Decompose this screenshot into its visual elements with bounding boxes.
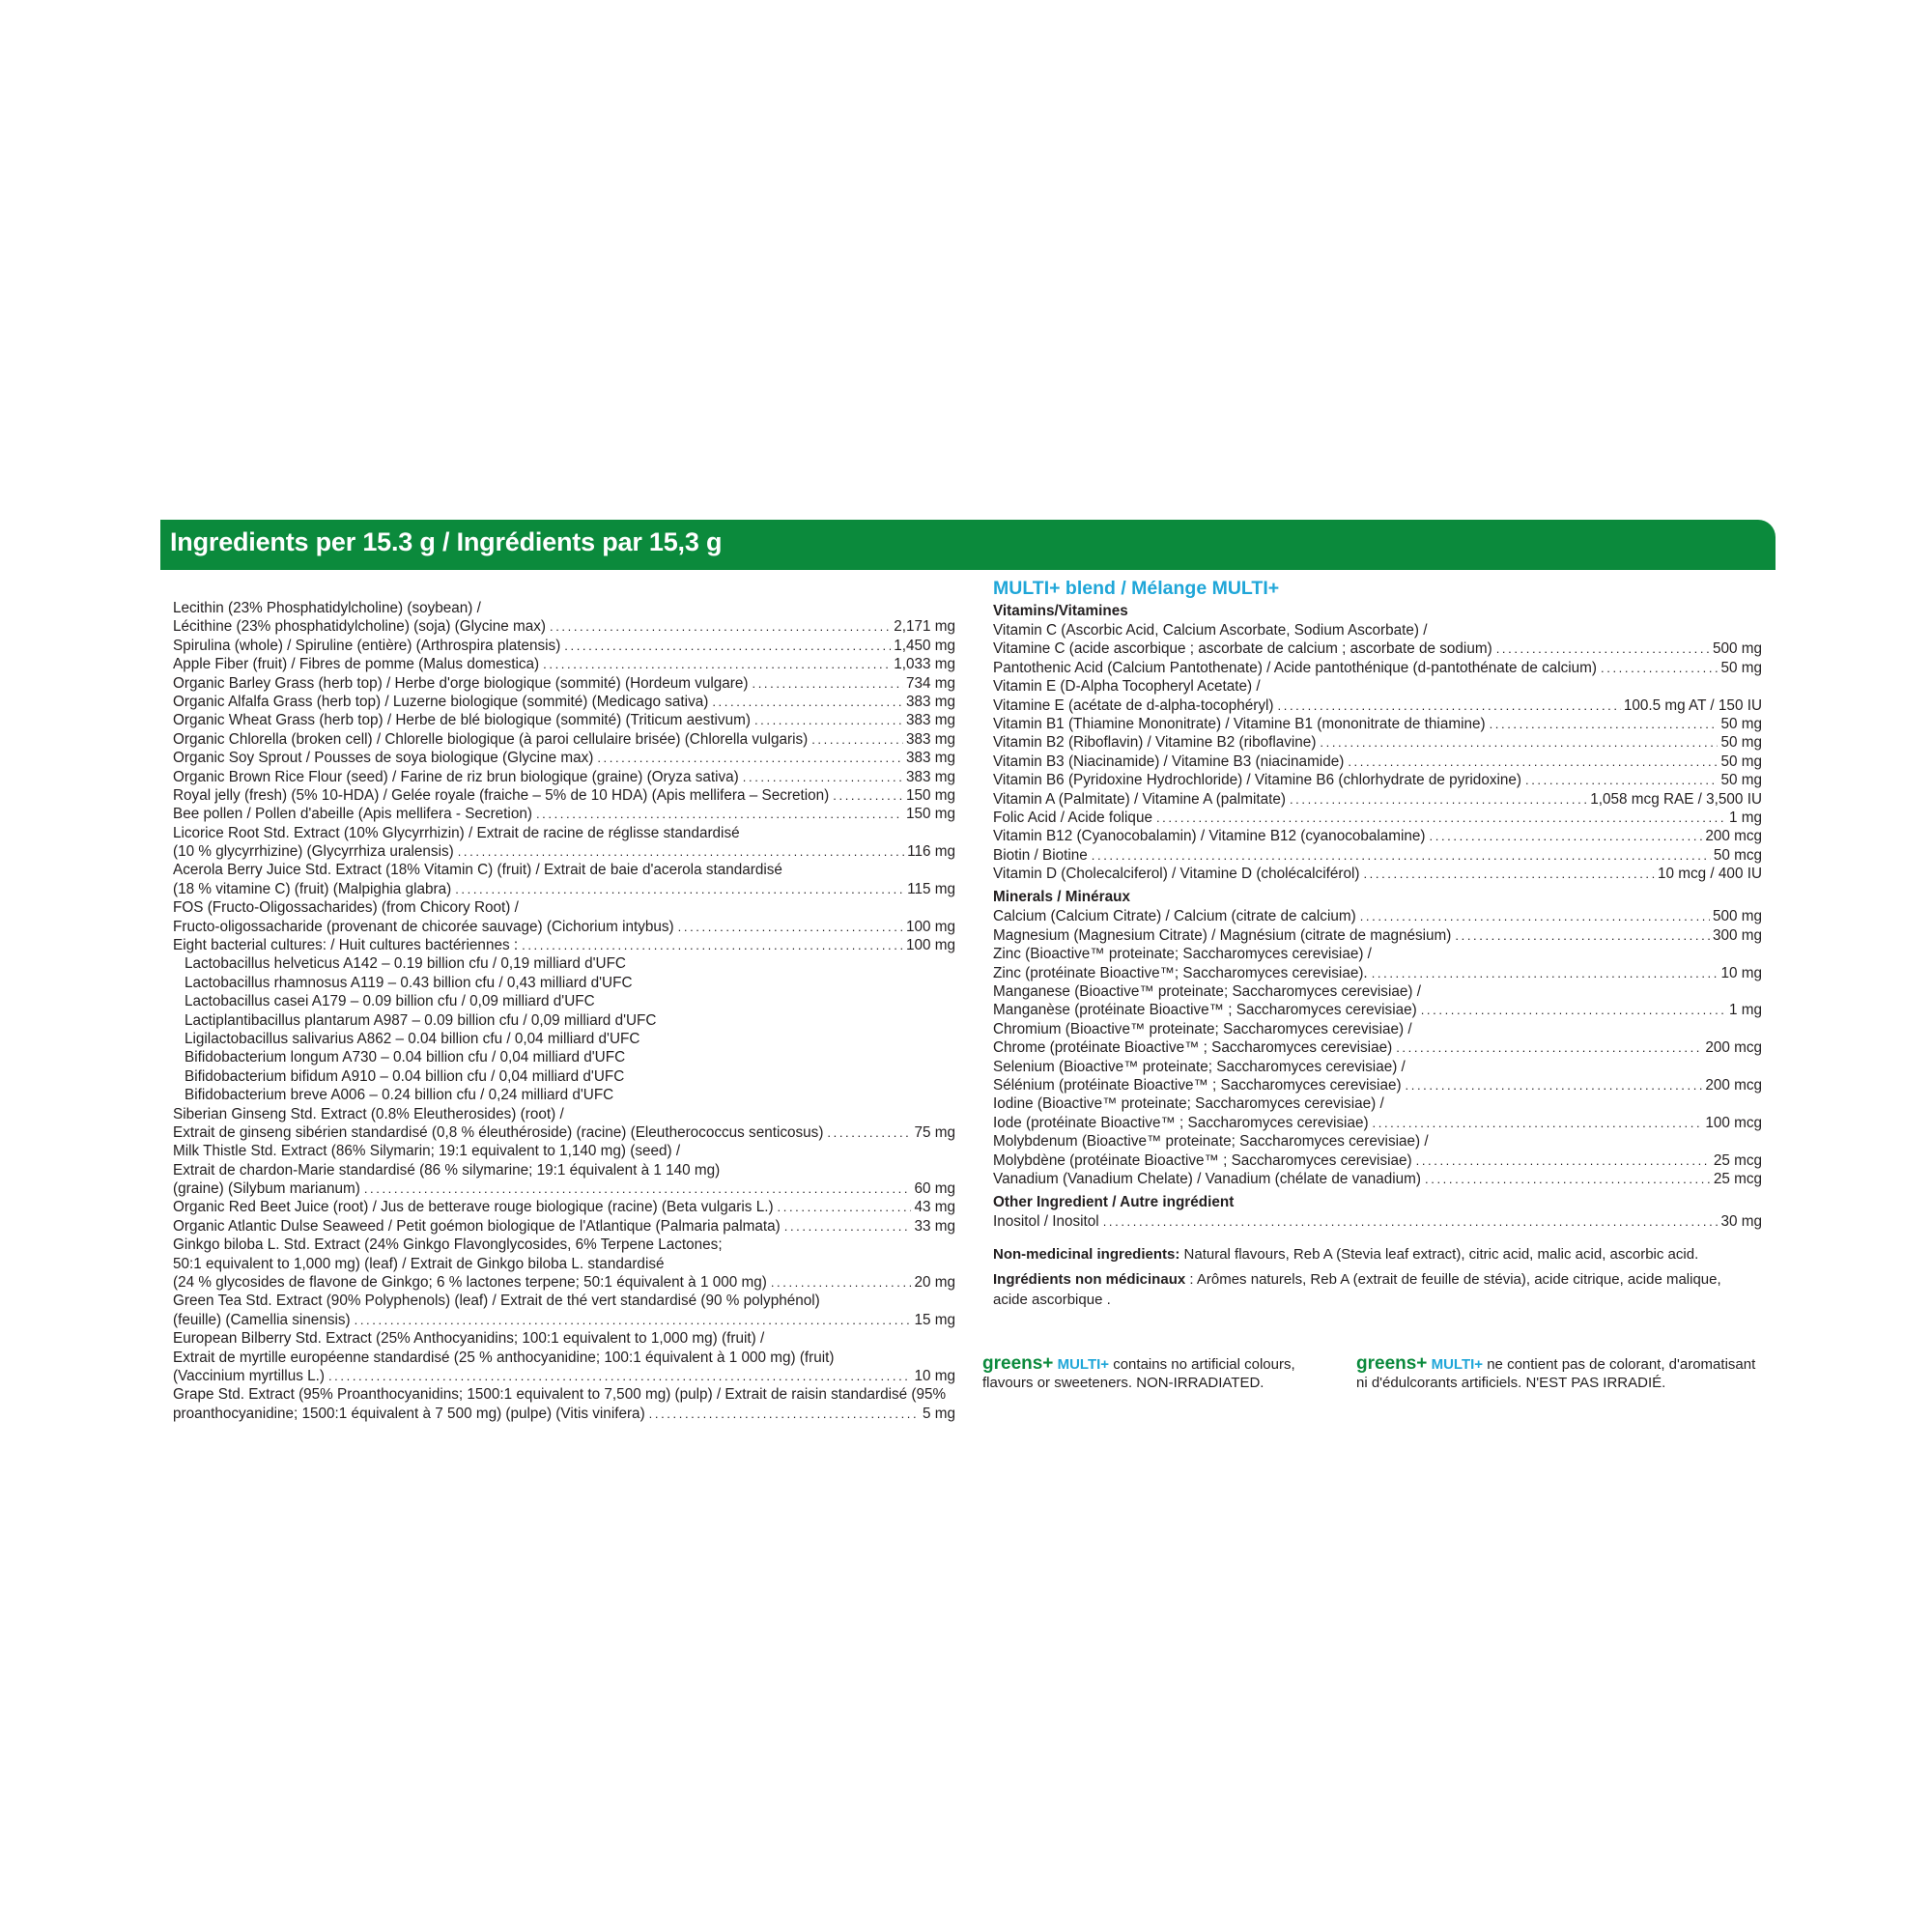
dot-leader: [1396, 1038, 1702, 1057]
ingredient-row: [173, 880, 955, 898]
ingredient-row: [993, 753, 1762, 771]
ingredient-amount: 1,033 mg: [894, 656, 955, 673]
ingredient-name: Extrait de ginseng sibérien standardisé (0,8 % éleuthéroside) (racine) (Eleutherococcus senticosus): [173, 1123, 824, 1141]
blend-section-heading: Other Ingredient / Autre ingrédient: [993, 1194, 1235, 1211]
blend-section-rows: [993, 1212, 1762, 1231]
dot-leader: [1425, 1170, 1711, 1188]
ingredient-name: Organic Alfalfa Grass (herb top) / Luzerne biologique (sommité) (Medicago sativa): [173, 693, 709, 710]
ingredient-name: Fructo-oligossacharide (provenant de chicorée sauvage) (Cichorium intybus): [173, 918, 674, 935]
ingredient-row: [993, 696, 1762, 715]
ingredient-amount: 116 mg: [907, 843, 955, 861]
ingredient-name: (feuille) (Camellia sinensis): [173, 1311, 351, 1328]
non-medicinal-label-en: Non-medicinal ingredients:: [993, 1245, 1180, 1263]
ingredient-row: [173, 1123, 955, 1142]
ingredient-amount: 50 mg: [1720, 659, 1762, 676]
ingredient-row: [993, 907, 1762, 925]
dot-leader: [811, 730, 903, 749]
ingredient-row: [173, 842, 955, 861]
ingredient-row: [993, 809, 1762, 827]
ingredient-row: [173, 1405, 955, 1423]
ingredient-amount: 43 mg: [914, 1199, 955, 1216]
ingredient-amount: 1 mg: [1728, 809, 1762, 826]
ingredient-name: (graine) (Silybum marianum): [173, 1180, 360, 1198]
ingredient-name: Biotin / Biotine: [993, 846, 1088, 864]
bacterial-culture-line: Ligilactobacillus salivarius A862 – 0.04 billion cfu / 0,04 milliard d'UFC: [185, 1030, 640, 1047]
dot-leader: [564, 637, 891, 655]
ingredient-row: [173, 637, 955, 655]
multi-blend-column: [993, 576, 1762, 1310]
ingredient-name: Organic Wheat Grass (herb top) / Herbe de blé biologique (sommité) (Triticum aestivum): [173, 712, 751, 729]
bacterial-culture-line: Lactiplantibacillus plantarum A987 – 0.09 billion cfu / 0,09 milliard d'UFC: [185, 1011, 657, 1029]
non-medicinal-note-en: [993, 1245, 1756, 1265]
dot-leader: [1416, 1151, 1711, 1170]
dot-leader: [597, 749, 903, 767]
ingredient-amount: 60 mg: [914, 1180, 955, 1198]
dot-leader: [1372, 964, 1719, 982]
ingredient-name: (24 % glycosides de flavone de Ginkgo; 6 % lactones terpene; 50:1 équivalent à 1 000 mg): [173, 1274, 767, 1292]
dot-leader: [355, 1311, 912, 1329]
ingredient-name: Apple Fiber (fruit) / Fibres de pomme (Malus domestica): [173, 656, 540, 673]
ingredient-line: Siberian Ginseng Std. Extract (0.8% Eleutherosides) (root) /: [173, 1105, 564, 1122]
ingredient-row: [173, 1217, 955, 1236]
brand-greens-logo: greens+: [1356, 1353, 1428, 1374]
ingredient-amount: 1,058 mcg RAE / 3,500 IU: [1590, 790, 1762, 808]
ingredient-line: Chromium (Bioactive™ proteinate; Saccharomyces cerevisiae) /: [993, 1020, 1412, 1037]
ingredient-name: Molybdène (protéinate Bioactive™ ; Saccharomyces cerevisiae): [993, 1151, 1412, 1169]
ingredient-name: Zinc (protéinate Bioactive™; Saccharomyces cerevisiae).: [993, 964, 1368, 981]
ingredient-row: [993, 827, 1762, 845]
dot-leader: [1348, 753, 1718, 771]
dot-leader: [827, 1123, 911, 1142]
dot-leader: [753, 674, 903, 693]
dot-leader: [364, 1179, 912, 1198]
dot-leader: [543, 655, 891, 673]
ingredient-row: [993, 1212, 1762, 1231]
ingredient-row: [993, 639, 1762, 658]
ingredient-row: [993, 715, 1762, 733]
ingredient-line: FOS (Fructo-Oligossacharides) (from Chicory Root) /: [173, 899, 519, 917]
dot-leader: [1373, 1114, 1703, 1132]
ingredient-row: [173, 617, 955, 636]
ingredient-name: (10 % glycyrrhizine) (Glycyrrhiza uralensis): [173, 843, 454, 861]
bacterial-culture-line: Lactobacillus rhamnosus A119 – 0.43 billion cfu / 0,43 milliard d'UFC: [185, 974, 633, 991]
footer-statement-en: [982, 1354, 1350, 1392]
bacterial-culture-line: Bifidobacterium bifidum A910 – 0.04 billion cfu / 0,04 milliard d'UFC: [185, 1067, 625, 1085]
ingredient-amount: 200 mcg: [1705, 828, 1762, 845]
dot-leader: [1092, 846, 1711, 865]
ingredient-amount: 383 mg: [905, 730, 955, 748]
ingredient-amount: 50 mg: [1720, 715, 1762, 732]
ingredient-line: Molybdenum (Bioactive™ proteinate; Saccharomyces cerevisiae) /: [993, 1133, 1429, 1151]
ingredient-line: Milk Thistle Std. Extract (86% Silymarin; 19:1 equivalent to 1,140 mg) (seed) /: [173, 1143, 681, 1160]
dot-leader: [1430, 827, 1703, 845]
ingredient-amount: 25 mcg: [1713, 1151, 1762, 1169]
ingredient-line: Licorice Root Std. Extract (10% Glycyrrhizin) / Extrait de racine de réglisse standardisé: [173, 824, 740, 841]
ingredient-row: [173, 749, 955, 767]
ingredient-row: [993, 926, 1762, 945]
ingredient-row: [993, 1076, 1762, 1094]
ingredient-row: [993, 1170, 1762, 1188]
ingredient-name: Pantothenic Acid (Calcium Pantothenate) / Acide pantothénique (d-pantothénate de calcium): [993, 659, 1598, 676]
ingredient-name: Vitamin B1 (Thiamine Mononitrate) / Vitamine B1 (mononitrate de thiamine): [993, 715, 1486, 732]
ingredient-row: [993, 1038, 1762, 1057]
ingredient-row: [993, 865, 1762, 883]
ingredient-amount: 150 mg: [905, 806, 955, 823]
ingredient-row: [993, 790, 1762, 809]
ingredient-name: Vitamin B2 (Riboflavin) / Vitamine B2 (riboflavine): [993, 734, 1317, 752]
ingredient-amount: 100.5 mg AT / 150 IU: [1623, 696, 1762, 714]
ingredient-line: Extrait de chardon-Marie standardisé (86 % silymarine; 19:1 équivalent à 1 140 mg): [173, 1161, 721, 1179]
ingredient-amount: 383 mg: [905, 768, 955, 785]
dot-leader: [536, 805, 903, 823]
ingredient-amount: 75 mg: [914, 1123, 955, 1141]
ingredient-row: [993, 1151, 1762, 1170]
ingredient-amount: 33 mg: [914, 1217, 955, 1235]
brand-multi-logo: MULTI+: [1431, 1356, 1484, 1373]
ingredient-amount: 200 mcg: [1705, 1039, 1762, 1057]
ingredient-amount: 10 mcg / 400 IU: [1658, 866, 1762, 883]
ingredient-amount: 20 mg: [914, 1274, 955, 1292]
ingredient-row: [173, 1311, 955, 1329]
ingredient-row: [993, 846, 1762, 865]
ingredient-name: Folic Acid / Acide folique: [993, 809, 1152, 826]
bacterial-culture-line: Bifidobacterium longum A730 – 0.04 billion cfu / 0,04 milliard d'UFC: [185, 1049, 626, 1066]
dot-leader: [1525, 771, 1719, 789]
ingredient-amount: 50 mcg: [1713, 846, 1762, 864]
ingredient-name: Vitamine E (acétate de d-alpha-tocophéryl): [993, 696, 1274, 714]
ingredient-amount: 25 mcg: [1713, 1170, 1762, 1187]
ingredient-name: Iode (protéinate Bioactive™ ; Saccharomyces cerevisiae): [993, 1114, 1369, 1131]
dot-leader: [712, 693, 903, 711]
ingredient-amount: 500 mg: [1712, 908, 1762, 925]
dot-leader: [754, 711, 903, 729]
ingredient-line: Iodine (Bioactive™ proteinate; Saccharomyces cerevisiae) /: [993, 1095, 1384, 1113]
left-ingredient-column: [173, 599, 955, 1423]
ingredient-line: Acerola Berry Juice Std. Extract (18% Vitamin C) (fruit) / Extrait de baie d'acerola standardisé: [173, 862, 782, 879]
ingredient-name: Organic Chlorella (broken cell) / Chlorelle biologique (à paroi cellulaire brisée) (Chlorella vulgaris): [173, 730, 809, 748]
dot-leader: [550, 617, 891, 636]
footer-statement-fr: [1356, 1354, 1762, 1392]
ingredients-header-bar: [160, 520, 1776, 570]
ingredient-row: [173, 655, 955, 673]
ingredient-amount: 383 mg: [905, 750, 955, 767]
ingredient-amount: 150 mg: [905, 786, 955, 804]
ingredient-line: Green Tea Std. Extract (90% Polyphenols) (leaf) / Extrait de thé vert standardisé (90 % polyphénol): [173, 1293, 820, 1310]
ingredient-row: [173, 730, 955, 749]
dot-leader: [784, 1217, 912, 1236]
ingredient-line: Lecithin (23% Phosphatidylcholine) (soybean) /: [173, 600, 481, 616]
ingredient-amount: 1,450 mg: [894, 637, 955, 654]
ingredient-name: Organic Barley Grass (herb top) / Herbe d'orge biologique (sommité) (Hordeum vulgare): [173, 674, 749, 692]
ingredient-line: European Bilberry Std. Extract (25% Anthocyanidins; 100:1 equivalent to 1,000 mg) (fruit) /: [173, 1330, 765, 1348]
dot-leader: [1421, 1001, 1726, 1019]
dot-leader: [649, 1405, 920, 1423]
bacterial-culture-line: Lactobacillus helveticus A142 – 0.19 billion cfu / 0,19 milliard d'UFC: [185, 955, 626, 973]
ingredient-name: (Vaccinium myrtillus L.): [173, 1368, 325, 1384]
ingredient-line: Grape Std. Extract (95% Proanthocyanidins; 1500:1 equivalent to 7,500 mg) (pulp) / Extrait de raisin standardisé (95%: [173, 1386, 947, 1404]
ingredient-amount: 1 mg: [1728, 1002, 1762, 1019]
ingredient-name: (18 % vitamine C) (fruit) (Malpighia glabra): [173, 880, 452, 897]
ingredient-name: Organic Atlantic Dulse Seaweed / Petit goémon biologique de l'Atlantique (Palmaria palmata): [173, 1217, 781, 1235]
ingredient-row: [993, 659, 1762, 677]
non-medicinal-note-fr: [993, 1270, 1756, 1310]
blend-section-rows: [993, 621, 1762, 883]
ingredient-row: [173, 786, 955, 805]
ingredient-row: [993, 771, 1762, 789]
dot-leader: [1363, 865, 1655, 883]
ingredient-amount: 300 mg: [1712, 926, 1762, 944]
dot-leader: [328, 1367, 912, 1385]
ingredient-amount: 115 mg: [907, 880, 955, 897]
ingredient-amount: 734 mg: [905, 674, 955, 692]
ingredient-line: Zinc (Bioactive™ proteinate; Saccharomyces cerevisiae) /: [993, 946, 1372, 963]
dot-leader: [458, 842, 904, 861]
ingredient-name: Vitamin B12 (Cyanocobalamin) / Vitamine B12 (cyanocobalamine): [993, 828, 1426, 845]
ingredient-row: [993, 1001, 1762, 1019]
ingredient-name: Organic Soy Sprout / Pousses de soya biologique (Glycine max): [173, 750, 594, 767]
footer-text-en: contains no artificial colours, flavours or sweeteners. NON-IRRADIATED.: [982, 1356, 1295, 1391]
ingredient-row: [173, 768, 955, 786]
bacterial-culture-line: Bifidobacterium breve A006 – 0.24 billion cfu / 0,24 milliard d'UFC: [185, 1087, 614, 1104]
dot-leader: [778, 1198, 912, 1216]
dot-leader: [1156, 809, 1726, 827]
blend-section-heading: Vitamins/Vitamines: [993, 603, 1128, 619]
ingredient-name: Lécithine (23% phosphatidylcholine) (soja) (Glycine max): [173, 618, 546, 636]
ingredient-name: Bee pollen / Pollen d'abeille (Apis mellifera - Secretion): [173, 806, 532, 823]
brand-greens-logo: greens+: [982, 1353, 1054, 1374]
ingredient-name: Royal jelly (fresh) (5% 10-HDA) / Gelée royale (fraiche – 5% de 10 HDA) (Apis mellifera – Secretion): [173, 786, 830, 804]
ingredients-title: Ingredients per 15.3 g / Ingrédients par 15,3 g: [170, 527, 723, 556]
dot-leader: [743, 768, 903, 786]
ingredient-name: Manganèse (protéinate Bioactive™ ; Saccharomyces cerevisiae): [993, 1002, 1417, 1019]
footer-text-fr: ne contient pas de colorant, d'aromatisant ni d'édulcorants artificiels. N'EST PAS IRRADIÉ.: [1356, 1356, 1756, 1391]
ingredient-row: [993, 964, 1762, 982]
ingredient-line: 50:1 equivalent to 1,000 mg) (leaf) / Extrait de Ginkgo biloba L. standardisé: [173, 1255, 665, 1272]
dot-leader: [455, 880, 904, 898]
dot-leader: [1601, 659, 1718, 677]
ingredient-amount: 5 mg: [922, 1405, 955, 1422]
dot-leader: [1406, 1076, 1703, 1094]
ingredient-name: Vitamin B6 (Pyridoxine Hydrochloride) / Vitamine B6 (chlorhydrate de pyridoxine): [993, 772, 1521, 789]
blend-section-heading: Minerals / Minéraux: [993, 889, 1130, 906]
ingredient-name: Vitamine C (acide ascorbique ; ascorbate de calcium ; ascorbate de sodium): [993, 640, 1492, 658]
ingredient-line: Vitamin C (Ascorbic Acid, Calcium Ascorbate, Sodium Ascorbate) /: [993, 622, 1428, 639]
dot-leader: [771, 1273, 912, 1292]
ingredient-name: Organic Red Beet Juice (root) / Jus de betterave rouge biologique (racine) (Beta vulgaris L.): [173, 1199, 774, 1216]
ingredient-row: [173, 1367, 955, 1385]
multi-blend-title: MULTI+ blend / Mélange MULTI+: [993, 578, 1280, 599]
ingredient-name: Vanadium (Vanadium Chelate) / Vanadium (chélate de vanadium): [993, 1170, 1422, 1187]
ingredient-name: Chrome (protéinate Bioactive™ ; Saccharomyces cerevisiae): [993, 1039, 1393, 1057]
dot-leader: [1290, 790, 1587, 809]
ingredient-amount: 15 mg: [914, 1311, 955, 1328]
dot-leader: [1360, 907, 1710, 925]
blend-section-rows: [993, 907, 1762, 1188]
ingredient-amount: 200 mcg: [1705, 1076, 1762, 1094]
dot-leader: [1103, 1212, 1719, 1231]
non-medicinal-text-en: Natural flavours, Reb A (Stevia leaf extract), citric acid, malic acid, ascorbic acid.: [1179, 1245, 1699, 1263]
bacterial-culture-line: Lactobacillus casei A179 – 0.09 billion cfu / 0,09 milliard d'UFC: [185, 993, 595, 1010]
dot-leader: [678, 918, 903, 936]
ingredient-row: [173, 674, 955, 693]
ingredient-amount: 383 mg: [905, 712, 955, 729]
ingredient-amount: 100 mg: [905, 918, 955, 935]
non-medicinal-text-fr: : Arômes naturels, Reb A (extrait de feuille de stévia), acide citrique, acide malique, acide ascorbique .: [993, 1271, 1721, 1308]
ingredient-name: Inositol / Inositol: [993, 1213, 1099, 1231]
ingredient-amount: 100 mg: [905, 937, 955, 954]
dot-leader: [833, 786, 903, 805]
dot-leader: [1490, 715, 1719, 733]
ingredient-name: Eight bacterial cultures: / Huit cultures bactériennes :: [173, 937, 519, 954]
ingredient-name: Sélénium (protéinate Bioactive™ ; Saccharomyces cerevisiae): [993, 1076, 1402, 1094]
ingredient-name: Vitamin B3 (Niacinamide) / Vitamine B3 (niacinamide): [993, 753, 1345, 770]
ingredient-row: [993, 1114, 1762, 1132]
ingredient-row: [173, 1199, 955, 1217]
dot-leader: [522, 936, 903, 954]
ingredient-row: [173, 936, 955, 954]
ingredient-amount: 100 mcg: [1705, 1114, 1762, 1131]
ingredient-row: [173, 693, 955, 711]
ingredient-amount: 50 mg: [1720, 772, 1762, 789]
ingredient-line: Vitamin E (D-Alpha Tocopheryl Acetate) /: [993, 678, 1261, 696]
dot-leader: [1496, 639, 1710, 658]
ingredient-row: [173, 805, 955, 823]
ingredient-row: [173, 1179, 955, 1198]
dot-leader: [1455, 926, 1710, 945]
dot-leader: [1320, 733, 1718, 752]
brand-multi-logo: MULTI+: [1057, 1356, 1110, 1373]
ingredient-row: [173, 918, 955, 936]
blend-sections: [993, 602, 1762, 1232]
ingredient-name: proanthocyanidine; 1500:1 équivalent à 7 500 mg) (pulpe) (Vitis vinifera): [173, 1405, 645, 1422]
non-medicinal-label-fr: Ingrédients non médicinaux: [993, 1271, 1186, 1289]
ingredient-amount: 10 mg: [1720, 964, 1762, 981]
ingredient-line: Selenium (Bioactive™ proteinate; Saccharomyces cerevisiae) /: [993, 1058, 1406, 1075]
ingredient-row: [173, 1273, 955, 1292]
ingredient-amount: 50 mg: [1720, 734, 1762, 752]
ingredient-row: [993, 733, 1762, 752]
ingredient-amount: 30 mg: [1720, 1213, 1762, 1231]
ingredient-amount: 10 mg: [914, 1368, 955, 1384]
ingredient-amount: 383 mg: [905, 693, 955, 710]
ingredient-name: Vitamin D (Cholecalciferol) / Vitamine D (cholécalciférol): [993, 866, 1360, 883]
ingredient-line: Manganese (Bioactive™ proteinate; Saccharomyces cerevisiae) /: [993, 983, 1421, 1001]
ingredient-amount: 500 mg: [1712, 640, 1762, 658]
dot-leader: [1278, 696, 1621, 715]
ingredient-amount: 50 mg: [1720, 753, 1762, 770]
ingredient-name: Organic Brown Rice Flour (seed) / Farine de riz brun biologique (graine) (Oryza sativa): [173, 768, 739, 785]
ingredient-name: Spirulina (whole) / Spiruline (entière) (Arthrospira platensis): [173, 637, 561, 654]
ingredient-name: Magnesium (Magnesium Citrate) / Magnésium (citrate de magnésium): [993, 926, 1452, 944]
ingredient-line: Extrait de myrtille européenne standardisé (25 % anthocyanidine; 100:1 équivalent à 1 000 mg) (fruit): [173, 1349, 835, 1366]
ingredient-amount: 2,171 mg: [894, 618, 955, 636]
ingredient-name: Calcium (Calcium Citrate) / Calcium (citrate de calcium): [993, 908, 1356, 925]
ingredient-row: [173, 711, 955, 729]
ingredient-name: Vitamin A (Palmitate) / Vitamine A (palmitate): [993, 790, 1286, 808]
ingredient-line: Ginkgo biloba L. Std. Extract (24% Ginkgo Flavonglycosides, 6% Terpene Lactones;: [173, 1236, 723, 1254]
